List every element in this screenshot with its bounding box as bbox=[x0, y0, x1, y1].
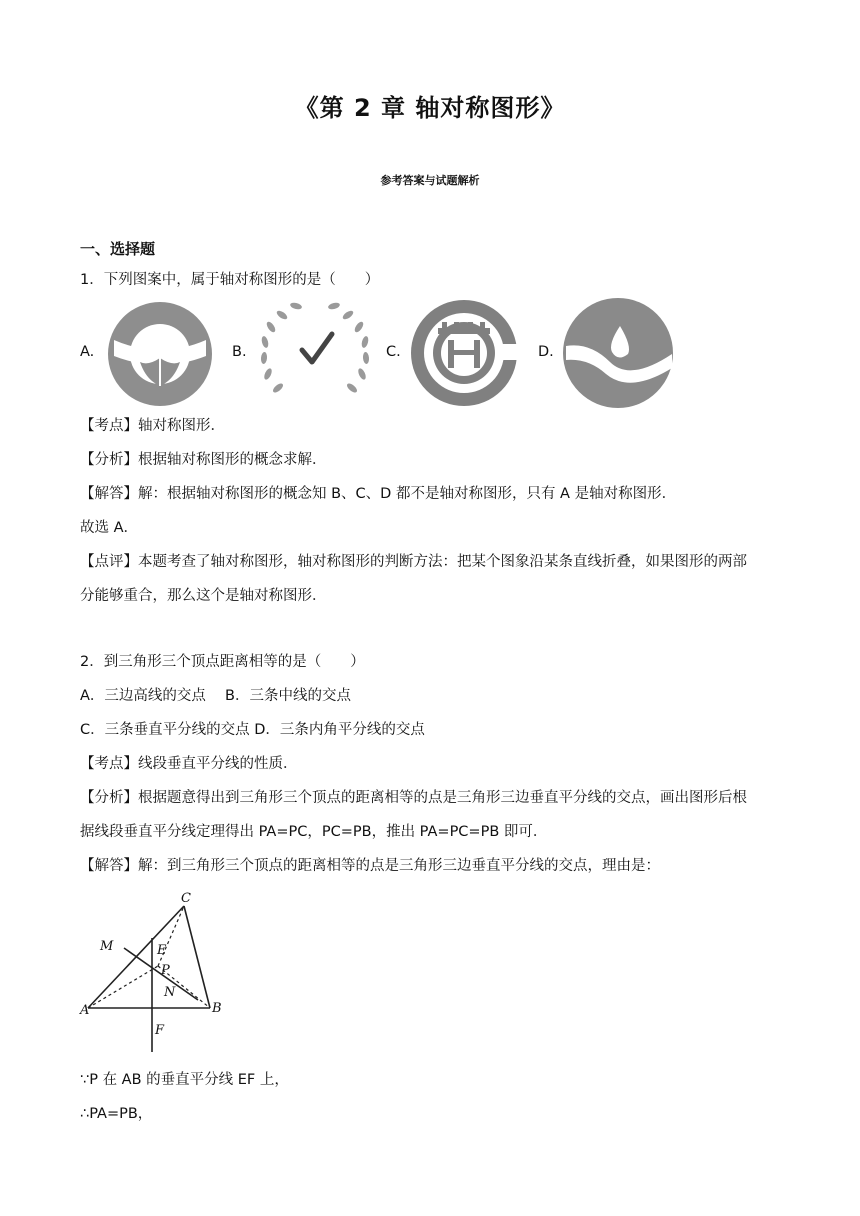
q1-answer: 故选 A． bbox=[80, 520, 139, 536]
q2-kaodian: 【考点】线段垂直平分线的性质． bbox=[80, 756, 298, 772]
triangle-perpendicular-bisector-figure bbox=[78, 888, 228, 1056]
ring-emblem-icon bbox=[104, 300, 216, 408]
figure-label-e: E bbox=[157, 943, 167, 958]
q1-option-b-label: B. bbox=[232, 344, 247, 360]
q2-fenxi-line-2: 据线段垂直平分线定理得出 PA=PC，PC=PB，推出 PA=PC=PB 即可． bbox=[80, 824, 548, 840]
q1-option-c-label: C. bbox=[386, 344, 401, 360]
page-title: 《第 2 章 轴对称图形》 bbox=[294, 94, 566, 122]
q1-jieda: 【解答】解：根据轴对称图形的概念知 B、C、D 都不是轴对称图形，只有 A 是轴对称图形． bbox=[80, 486, 677, 502]
figure-label-a: A bbox=[80, 1003, 90, 1018]
laurel-checkmark-icon bbox=[256, 296, 374, 408]
q1-dianping-line-1: 【点评】本题考查了轴对称图形，轴对称图形的判断方法：把某个图象沿某条直线折叠，如果图形的两部 bbox=[80, 554, 747, 570]
q2-proof-line-2: ∴PA=PB， bbox=[80, 1106, 153, 1122]
figure-label-f: F bbox=[155, 1023, 165, 1038]
q1-option-d-label: D. bbox=[538, 344, 554, 360]
q2-jieda: 【解答】解：到三角形三个顶点的距离相等的点是三角形三边垂直平分线的交点，理由是： bbox=[80, 858, 660, 874]
circular-gate-icon bbox=[408, 298, 520, 408]
q1-dianping-line-2: 分能够重合，那么这个是轴对称图形． bbox=[80, 588, 327, 604]
q1-kaodian: 【考点】轴对称图形． bbox=[80, 418, 225, 434]
q2-options-line-2: C．三条垂直平分线的交点 D．三条内角平分线的交点 bbox=[80, 722, 425, 738]
q1-stem: 1．下列图案中，属于轴对称图形的是（ ） bbox=[80, 272, 380, 288]
figure-label-n: N bbox=[164, 985, 176, 1000]
q2-fenxi-line-1: 【分析】根据题意得出到三角形三个顶点的距离相等的点是三角形三边垂直平分线的交点，画出图形后根 bbox=[80, 790, 747, 806]
figure-label-p: P bbox=[161, 963, 170, 978]
page-subtitle: 参考答案与试题解析 bbox=[380, 174, 480, 187]
q2-proof-line-1: ∵P 在 AB 的垂直平分线 EF 上， bbox=[80, 1072, 289, 1088]
figure-label-c: C bbox=[181, 891, 191, 906]
section-heading: 一、选择题 bbox=[80, 240, 156, 258]
q1-option-a-label: A. bbox=[80, 344, 95, 360]
figure-label-m: M bbox=[100, 939, 114, 954]
figure-label-b: B bbox=[212, 1001, 222, 1016]
q1-fenxi: 【分析】根据轴对称图形的概念求解． bbox=[80, 452, 327, 468]
q2-options-line-1: A．三边高线的交点 B．三条中线的交点 bbox=[80, 688, 351, 704]
water-drop-wave-icon bbox=[560, 296, 676, 410]
q2-stem: 2．到三角形三个顶点距离相等的是（ ） bbox=[80, 654, 365, 670]
